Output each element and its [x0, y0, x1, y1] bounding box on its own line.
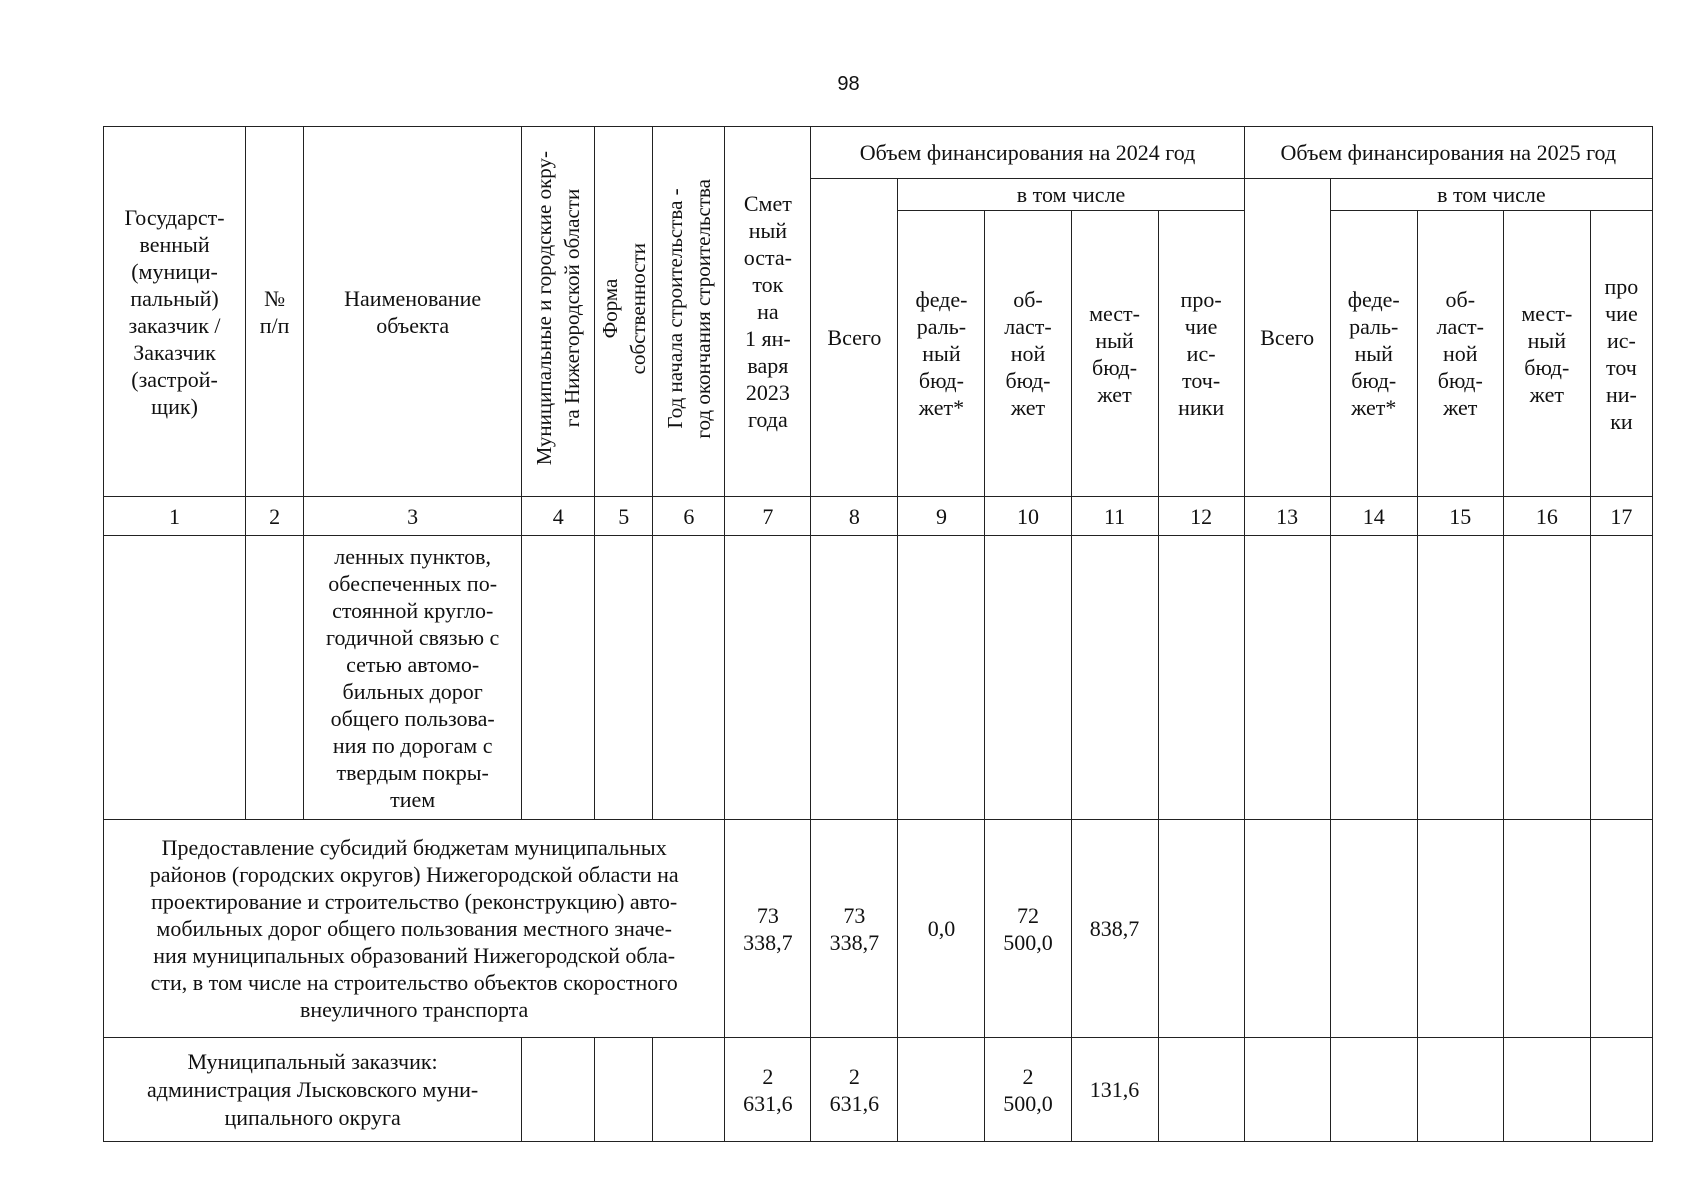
header-ownership: Форма собственности	[597, 242, 650, 375]
header-other-2024: про- чие ис- точ- ники	[1158, 211, 1244, 497]
header-object-name: Наименование объекта	[304, 127, 522, 497]
column-number: 1	[104, 497, 246, 536]
column-number: 9	[898, 497, 985, 536]
header-federal-2025: феде- раль- ный бюд- жет*	[1330, 211, 1417, 497]
subsidy-regional-2024: 72 500,0	[985, 820, 1071, 1038]
column-number: 13	[1244, 497, 1330, 536]
subsidy-description: Предоставление субсидий бюджетам муниципальных районов (городских округов) Нижегородской области на проектирование и строительство (реконструкцию) авто- мобильных дорог общего пользования местного значе- ния муниципальных образований Нижегородской обла- сти, в том числе на строительство объектов скоростного внеуличного транспорта	[104, 820, 725, 1038]
customer-local-2024: 131,6	[1071, 1038, 1158, 1142]
object-name-continuation: ленных пунктов, обеспеченных по- стоянной кругло- годичной связью с сетью автомо- бильных дорог общего пользова- ния по дорогам с твердым покры- тием	[304, 536, 522, 820]
column-number: 4	[522, 497, 595, 536]
column-number: 10	[985, 497, 1071, 536]
header-group-2024: Объем финансирования на 2024 год	[811, 127, 1244, 179]
header-remaining-estimate: Смет ный оста- ток на 1 ян- варя 2023 года	[725, 127, 811, 497]
customer-remaining: 2 631,6	[725, 1038, 811, 1142]
header-customer: Государст- венный (муници- пальный) заказчик / Заказчик (застрой- щик)	[104, 127, 246, 497]
page-number: 98	[837, 73, 860, 95]
header-municipalities: Муниципальные и городские окру- га Нижегородской области	[532, 151, 585, 466]
column-number: 12	[1158, 497, 1244, 536]
header-regional-2025: об- ласт- ной бюд- жет	[1417, 211, 1503, 497]
header-total-2025: Всего	[1244, 179, 1330, 497]
subsidy-local-2024: 838,7	[1071, 820, 1158, 1038]
header-including-2025: в том числе	[1330, 179, 1652, 211]
column-number: 14	[1330, 497, 1417, 536]
header-federal-2024: феде- раль- ный бюд- жет*	[898, 211, 985, 497]
customer-regional-2024: 2 500,0	[985, 1038, 1071, 1142]
column-number: 17	[1590, 497, 1652, 536]
subsidy-federal-2024: 0,0	[898, 820, 985, 1038]
header-number: № п/п	[246, 127, 304, 497]
column-number: 15	[1417, 497, 1503, 536]
table-row-subsidy	[104, 820, 1653, 1038]
header-including-2024: в том числе	[898, 179, 1244, 211]
column-number: 11	[1071, 497, 1158, 536]
header-regional-2024: об- ласт- ной бюд- жет	[985, 211, 1071, 497]
header-local-2024: мест- ный бюд- жет	[1071, 211, 1158, 497]
table-row-customer	[104, 1038, 1653, 1142]
header-group-2025: Объем финансирования на 2025 год	[1244, 127, 1652, 179]
column-number: 16	[1503, 497, 1590, 536]
customer-total-2024: 2 631,6	[811, 1038, 898, 1142]
header-local-2025: мест- ный бюд- жет	[1503, 211, 1590, 497]
column-number-row	[104, 497, 1653, 536]
header-construction-years: Год начала строительства - год окончания строительства	[662, 178, 715, 439]
column-number: 2	[246, 497, 304, 536]
header-other-2025: про чие ис- точ ни- ки	[1590, 211, 1652, 497]
column-number: 7	[725, 497, 811, 536]
column-number: 5	[595, 497, 653, 536]
customer-name: Муниципальный заказчик: администрация Лысковского муни- ципального округа	[104, 1038, 522, 1142]
subsidy-total-2024: 73 338,7	[811, 820, 898, 1038]
column-number: 3	[304, 497, 522, 536]
column-number: 6	[653, 497, 725, 536]
header-total-2024: Всего	[811, 179, 898, 497]
financing-table	[103, 126, 1653, 1142]
subsidy-remaining: 73 338,7	[725, 820, 811, 1038]
column-number: 8	[811, 497, 898, 536]
table-row-continuation	[104, 536, 1653, 820]
